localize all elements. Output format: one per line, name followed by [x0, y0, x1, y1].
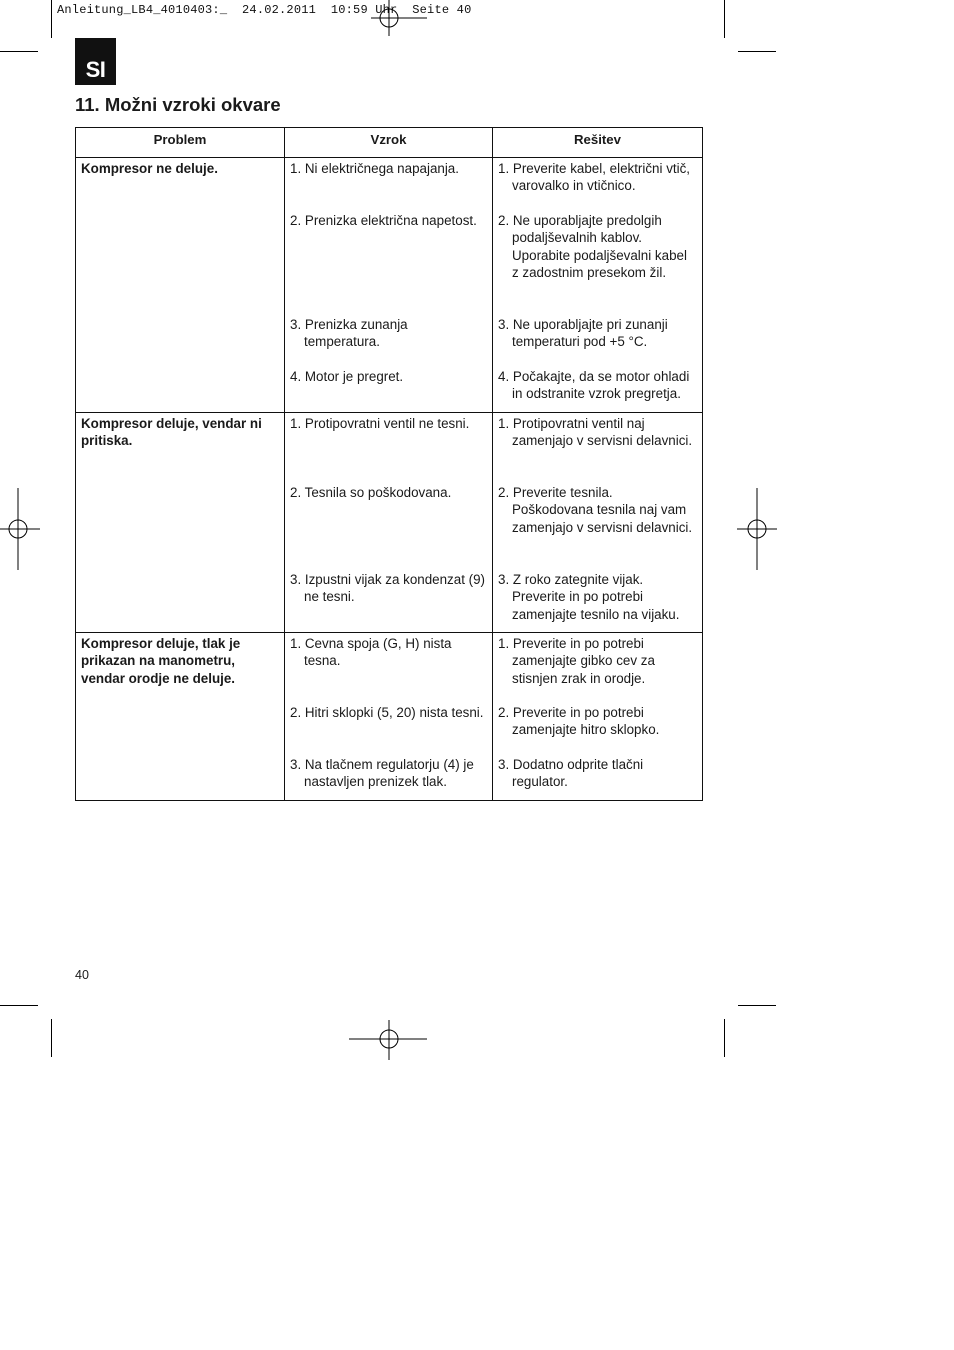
crop-mark-top-left-v [51, 0, 52, 38]
solution-item: 3. Dodatno odprite tlačni regulator. [498, 757, 644, 790]
cause-cell [285, 633, 493, 801]
solution-item: 2. Ne uporabljajte predolgih podaljševalnih kablov. Uporabite podaljševalni kabel z zadostnim presekom žil. [498, 213, 687, 281]
registration-mark-top-icon [349, 0, 429, 36]
table-row [76, 412, 703, 632]
cause-item: 3. Na tlačnem regulatorju (4) je nastavljen prenizek tlak. [290, 757, 474, 790]
table-row [76, 633, 703, 801]
troubleshooting-table [75, 127, 703, 801]
problem-text: Kompresor deluje, tlak je prikazan na manometru, vendar orodje ne deluje. [81, 636, 241, 686]
header-solution: Rešitev [493, 128, 703, 158]
crop-mark-bottom-right-h [738, 1005, 776, 1006]
solution-cell [493, 633, 703, 801]
cause-item: 2. Tesnila so poškodovana. [290, 484, 452, 500]
crop-mark-top-left-h [0, 51, 38, 52]
crop-mark-bottom-left-v [51, 1019, 52, 1057]
solution-item: 3. Z roko zategnite vijak. Preverite in po potrebi zamenjajte tesnilo na vijaku. [498, 571, 680, 622]
solution-item: 4. Počakajte, da se motor ohladi in odstranite vzrok pregretja. [498, 369, 690, 402]
problem-cell [76, 158, 285, 413]
section-title: 11. Možni vzroki okvare [75, 94, 281, 115]
header-problem: Problem [76, 128, 285, 158]
cause-item: 2. Hitri sklopki (5, 20) nista tesni. [290, 705, 484, 721]
solution-item: 2. Preverite in po potrebi zamenjajte hitro sklopko. [498, 705, 660, 738]
problem-cell [76, 412, 285, 632]
cause-item: 3. Prenizka zunanja temperatura. [290, 317, 408, 350]
problem-text: Kompresor deluje, vendar ni pritiska. [81, 415, 262, 449]
cause-cell [285, 158, 493, 413]
problem-cell [76, 633, 285, 801]
page-number: 40 [75, 968, 89, 982]
header-cause: Vzrok [285, 128, 493, 158]
problem-text: Kompresor ne deluje. [81, 161, 218, 176]
cause-item: 3. Izpustni vijak za kondenzat (9) ne tesni. [290, 571, 486, 605]
registration-mark-bottom-icon [349, 1020, 429, 1060]
print-header: Anleitung_LB4_4010403:_ 24.02.2011 10:59 Uhr Seite 40 [57, 3, 472, 17]
cause-item: 4. Motor je pregret. [290, 369, 404, 384]
cause-item: 1. Protipovratni ventil ne tesni. [290, 415, 470, 431]
registration-mark-left-icon [0, 488, 40, 570]
solution-item: 2. Preverite tesnila. Poškodovana tesnila naj vam zamenjajo v servisni delavnici. [498, 484, 693, 535]
cause-item: 2. Prenizka električna napetost. [290, 213, 477, 228]
crop-mark-bottom-left-h [0, 1005, 38, 1006]
registration-mark-right-icon [737, 488, 777, 570]
language-badge: SI [75, 38, 116, 85]
cause-item: 1. Cevna spoja (G, H) nista tesna. [290, 636, 452, 669]
table-row [76, 158, 703, 413]
table-header-row [76, 128, 703, 158]
solution-item: 3. Ne uporabljajte pri zunanji temperaturi pod +5 °C. [498, 317, 668, 350]
crop-mark-bottom-right-v [724, 1019, 725, 1057]
solution-cell [493, 412, 703, 632]
solution-item: 1. Protipovratni ventil naj zamenjajo v servisni delavnici. [498, 415, 693, 449]
crop-mark-top-right-h [738, 51, 776, 52]
solution-item: 1. Preverite in po potrebi zamenjajte gibko cev za stisnjen zrak in orodje. [498, 636, 655, 686]
crop-mark-top-right-v [724, 0, 725, 38]
cause-cell [285, 412, 493, 632]
solution-item: 1. Preverite kabel, električni vtič, varovalko in vtičnico. [498, 161, 691, 194]
cause-item: 1. Ni električnega napajanja. [290, 161, 459, 176]
solution-cell [493, 158, 703, 413]
